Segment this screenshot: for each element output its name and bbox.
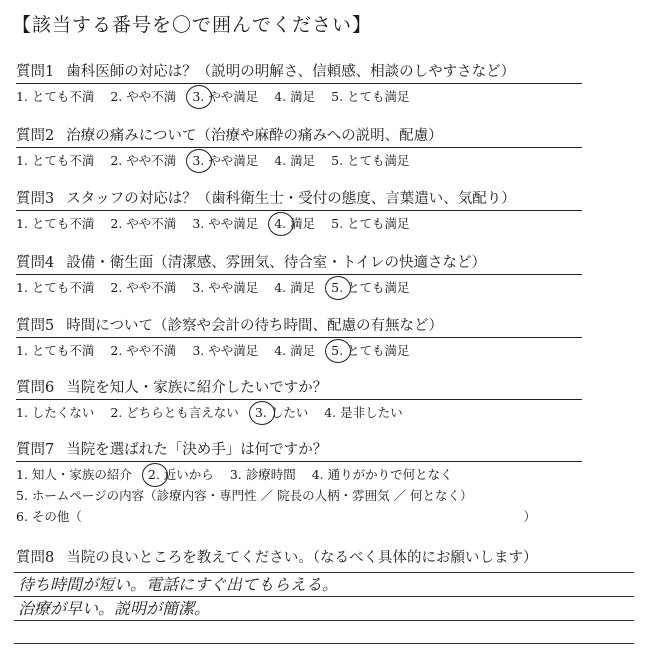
option-2[interactable]: 2. やや不満 [110, 280, 177, 295]
question-3-title [16, 189, 582, 211]
question-number: 質問1 [16, 64, 55, 80]
options-row [16, 215, 582, 233]
question-text: 歯科医師の対応は？（説明の明解さ、信頼感、相談のしやすさなど） [66, 64, 516, 80]
options-list [16, 466, 582, 526]
question-number: 質問4 [16, 255, 55, 271]
option-2[interactable]: 2. やや不満 [110, 216, 177, 231]
option-2[interactable]: 2. やや不満 [110, 343, 177, 358]
option-6-close-paren: ） [523, 509, 536, 524]
option-3[interactable]: 3. やや満足 [192, 280, 259, 295]
option-1[interactable]: 1. したくない [16, 405, 95, 420]
selected-circle [325, 339, 351, 363]
selected-circle [249, 401, 275, 425]
option-1[interactable]: 1. とても不満 [16, 153, 95, 168]
question-number: 質問6 [16, 380, 55, 396]
option-1[interactable]: 1. 知人・家族の紹介 [16, 467, 132, 482]
question-8 [16, 548, 608, 569]
answer-line [14, 643, 634, 644]
options-row [16, 279, 582, 297]
question-number: 質問7 [16, 442, 55, 458]
options-row [16, 466, 582, 484]
question-text: スタッフの対応は？（歯科衛生士・受付の態度、言葉遣い、気配り） [66, 191, 516, 207]
question-5 [16, 316, 582, 360]
option-4[interactable]: 4. 満足 [274, 89, 316, 104]
option-3[interactable]: 3. やや満足 [192, 153, 259, 168]
question-4 [16, 253, 582, 297]
option-3[interactable]: 3. やや満足 [192, 216, 259, 231]
question-4-title [16, 253, 582, 275]
option-2[interactable]: 2. やや不満 [110, 153, 177, 168]
option-3[interactable]: 3. したい [254, 405, 309, 420]
option-6[interactable]: 6. その他（ [16, 509, 82, 524]
option-5[interactable]: 5. ホームページの内容（診療内容・専門性 ／ 院長の人柄・雰囲気 ／ 何となく） [16, 488, 473, 503]
option-1[interactable]: 1. とても不満 [16, 280, 95, 295]
answer-text-1: 待ち時間が短い。電話にすぐ出てもらえる。 [18, 575, 339, 594]
question-5-title [16, 316, 582, 338]
question-text: 設備・衛生面（清潔感、雰囲気、待合室・トイレの快適さなど） [66, 255, 487, 271]
option-5[interactable]: 5. とても満足 [331, 153, 410, 168]
question-2 [16, 126, 582, 170]
option-5[interactable]: 5. とても満足 [331, 343, 410, 358]
question-7 [16, 440, 582, 526]
question-text: 当院を選ばれた「決め手」は何ですか？ [66, 442, 328, 458]
option-3[interactable]: 3. 診療時間 [229, 467, 296, 482]
option-5[interactable]: 5. とても満足 [331, 216, 410, 231]
option-1[interactable]: 1. とても不満 [16, 89, 95, 104]
option-4[interactable]: 4. 通りがかりで何となく [311, 467, 453, 482]
question-number: 質問5 [16, 318, 55, 334]
question-2-title [16, 126, 582, 148]
answer-text-2: 治療が早い。説明が簡潔。 [18, 599, 211, 618]
option-2[interactable]: 2. 近いから [147, 467, 214, 482]
option-3[interactable]: 3. やや満足 [192, 343, 259, 358]
question-1-title [16, 62, 582, 84]
question-text: 当院の良いところを教えてください。（なるべく具体的にお願いします） [66, 550, 538, 566]
question-number: 質問8 [16, 550, 55, 566]
question-8-title [16, 548, 608, 569]
option-3[interactable]: 3. やや満足 [192, 89, 259, 104]
option-1[interactable]: 1. とても不満 [16, 216, 95, 231]
answer-line [14, 620, 634, 621]
question-3 [16, 189, 582, 233]
question-text: 時間について（診察や会計の待ち時間、配慮の有無など） [66, 318, 443, 334]
option-5[interactable]: 5. とても満足 [331, 280, 410, 295]
question-1 [16, 62, 582, 106]
question-text: 治療の痛みについて（治療や麻酔の痛みへの説明、配慮） [66, 128, 443, 144]
option-2[interactable]: 2. どちらとも言えない [110, 405, 239, 420]
option-2[interactable]: 2. やや不満 [110, 89, 177, 104]
option-4[interactable]: 4. 満足 [274, 343, 316, 358]
selected-circle [325, 276, 351, 300]
option-4[interactable]: 4. 満足 [274, 216, 316, 231]
options-row [16, 508, 536, 526]
question-6 [16, 378, 582, 422]
option-4[interactable]: 4. 満足 [274, 153, 316, 168]
options-row [16, 404, 582, 422]
option-5[interactable]: 5. とても満足 [331, 89, 410, 104]
page-title: 【該当する番号を〇で囲んでください】 [12, 14, 373, 36]
question-number: 質問3 [16, 191, 55, 207]
options-row [16, 88, 582, 106]
options-row [16, 342, 582, 360]
question-6-title [16, 378, 582, 400]
selected-circle [142, 463, 168, 487]
option-4[interactable]: 4. 満足 [274, 280, 316, 295]
question-number: 質問2 [16, 128, 55, 144]
options-row [16, 487, 582, 505]
option-1[interactable]: 1. とても不満 [16, 343, 95, 358]
question-text: 当院を知人・家族に紹介したいですか？ [66, 380, 328, 396]
options-row [16, 152, 582, 170]
option-4[interactable]: 4. 是非したい [324, 405, 403, 420]
question-7-title [16, 440, 582, 462]
